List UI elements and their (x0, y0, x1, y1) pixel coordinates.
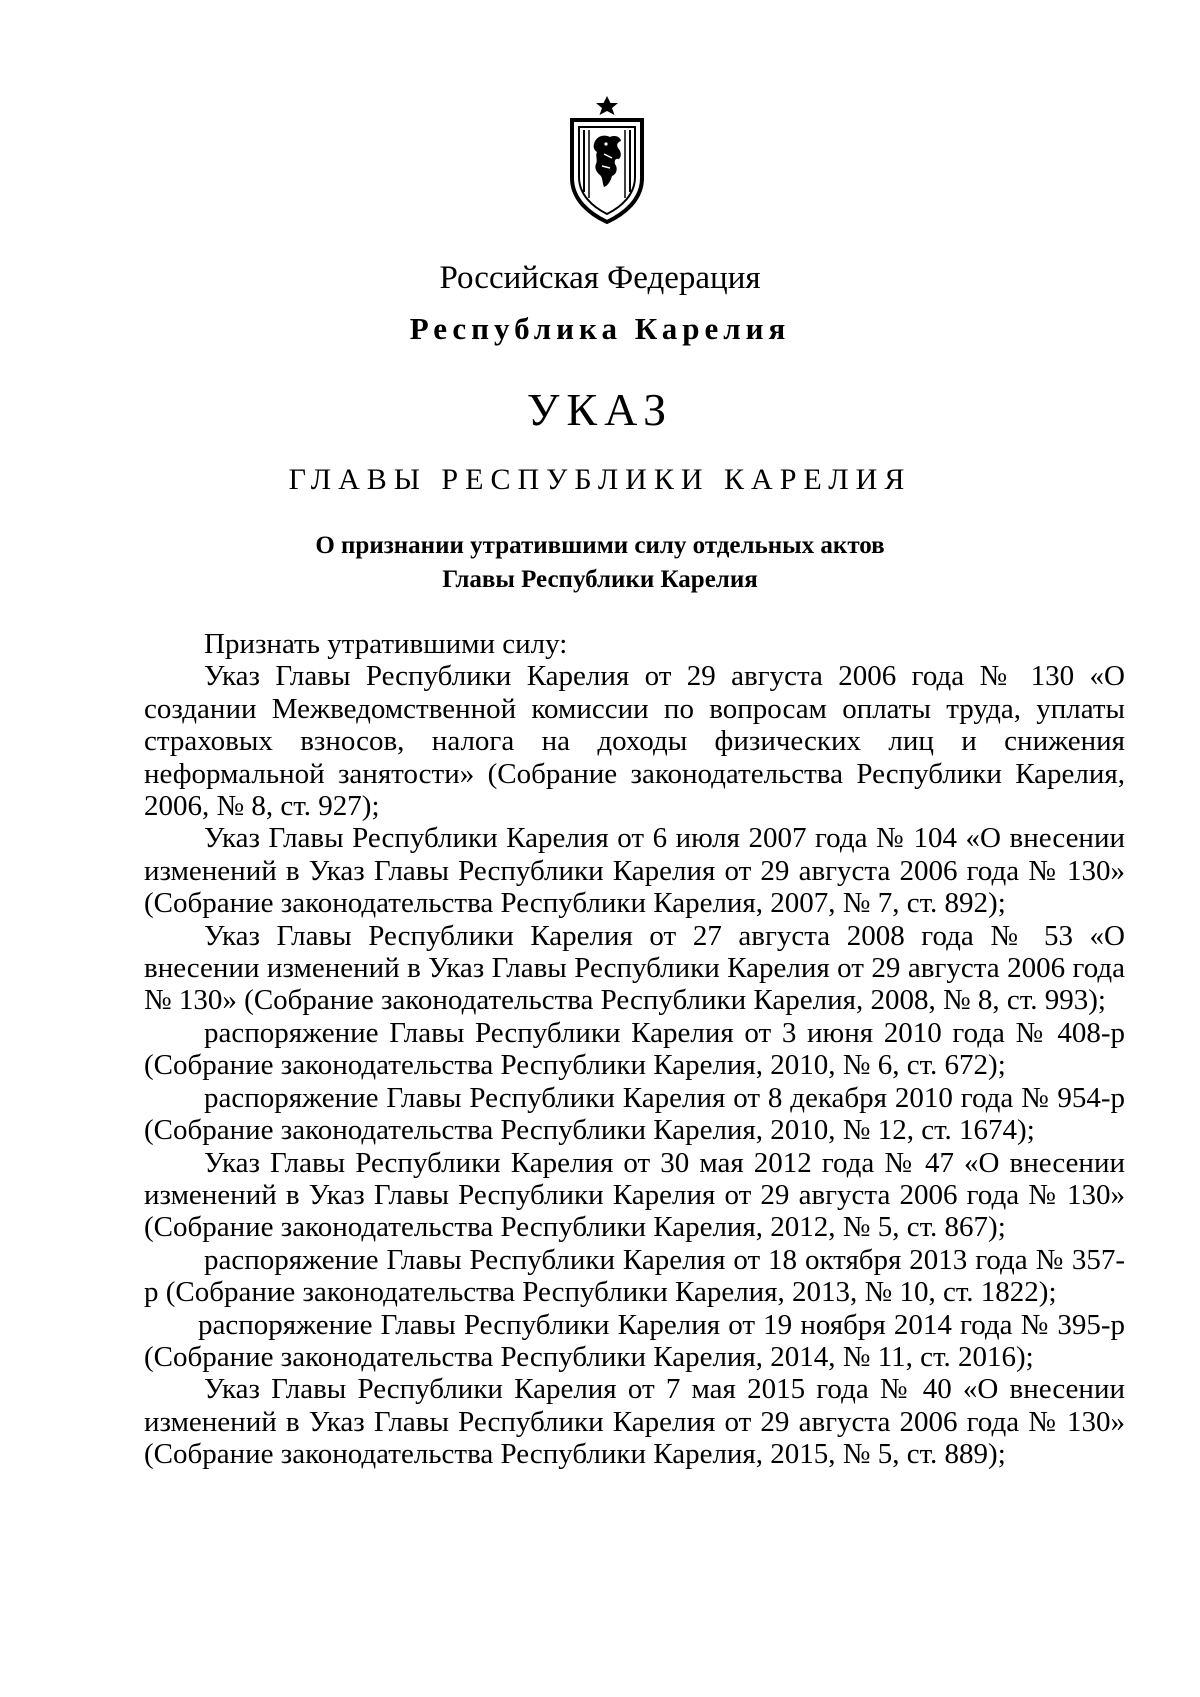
act-item: распоряжение Главы Республики Карелия от 19 ноября 2014 года № 395-р (Собрание законодательства Республики Карелия, 2014, № 11, ст. 2016); (144, 1308, 1125, 1373)
country-name: Российская Федерация (439, 260, 761, 296)
act-item: Указ Главы Республики Карелия от 27 августа 2008 года № 53 «О внесении изменений в Указ Главы Республики Карелия от 29 августа 2006 года № 130» (Собрание законодательства Республики Карелия, 2008, № 8, ст. 993); (144, 919, 1125, 1017)
republic-name: Республика Карелия (409, 311, 791, 346)
document-body (144, 628, 1125, 1471)
document-title-line: Главы Республики Карелия (442, 566, 758, 593)
act-item: Указ Главы Республики Карелия от 30 мая 2012 года № 47 «О внесении изменений в Указ Главы Республики Карелия от 29 августа 2006 года № 130» (Собрание законодательства Республики Карелия, 2012, № 5, ст. 867); (144, 1146, 1125, 1244)
act-item: распоряжение Главы Республики Карелия от 3 июня 2010 года № 408-р (Собрание законодательства Республики Карелия, 2010, № 6, ст. 672); (144, 1016, 1125, 1082)
act-item: распоряжение Главы Республики Карелия от 8 декабря 2010 года № 954-р (Собрание законодательства Республики Карелия, 2010, № 12, ст. 1674); (144, 1081, 1125, 1147)
act-item: Указ Главы Республики Карелия от 7 мая 2015 года № 40 «О внесении изменений в Указ Главы Республики Карелия от 29 августа 2006 года № 130» (Собрание законодательства Республики Карелия, 2015, № 5, ст. 889); (144, 1373, 1125, 1471)
document-title (0, 529, 1200, 597)
act-item: распоряжение Главы Республики Карелия от 18 октября 2013 года № 357-р (Собрание законодательства Республики Карелия, 2013, № 10, ст. 1822); (144, 1243, 1125, 1309)
document-title-line: О признании утратившими силу отдельных актов (315, 532, 885, 559)
act-item: Указ Главы Республики Карелия от 29 августа 2006 года № 130 «О создании Межведомственной комиссии по вопросам оплаты труда, уплаты страховых взносов, налога на доходы физических лиц и снижения неформальной занятости» (Собрание законодательства Республики Карелия, 2006, № 8, ст. 927); (144, 660, 1125, 823)
body-intro: Признать утратившими силу: (204, 628, 568, 660)
document-type: УКАЗ (526, 384, 674, 435)
issuing-authority: ГЛАВЫ РЕСПУБЛИКИ КАРЕЛИЯ (288, 463, 912, 496)
act-item: Указ Главы Республики Карелия от 6 июля 2007 года № 104 «О внесении изменений в Указ Главы Республики Карелия от 29 августа 2006 года № 130» (Собрание законодательства Республики Карелия, 2007, № 7, ст. 892); (144, 822, 1125, 920)
karelia-coat-of-arms-icon (566, 94, 648, 224)
